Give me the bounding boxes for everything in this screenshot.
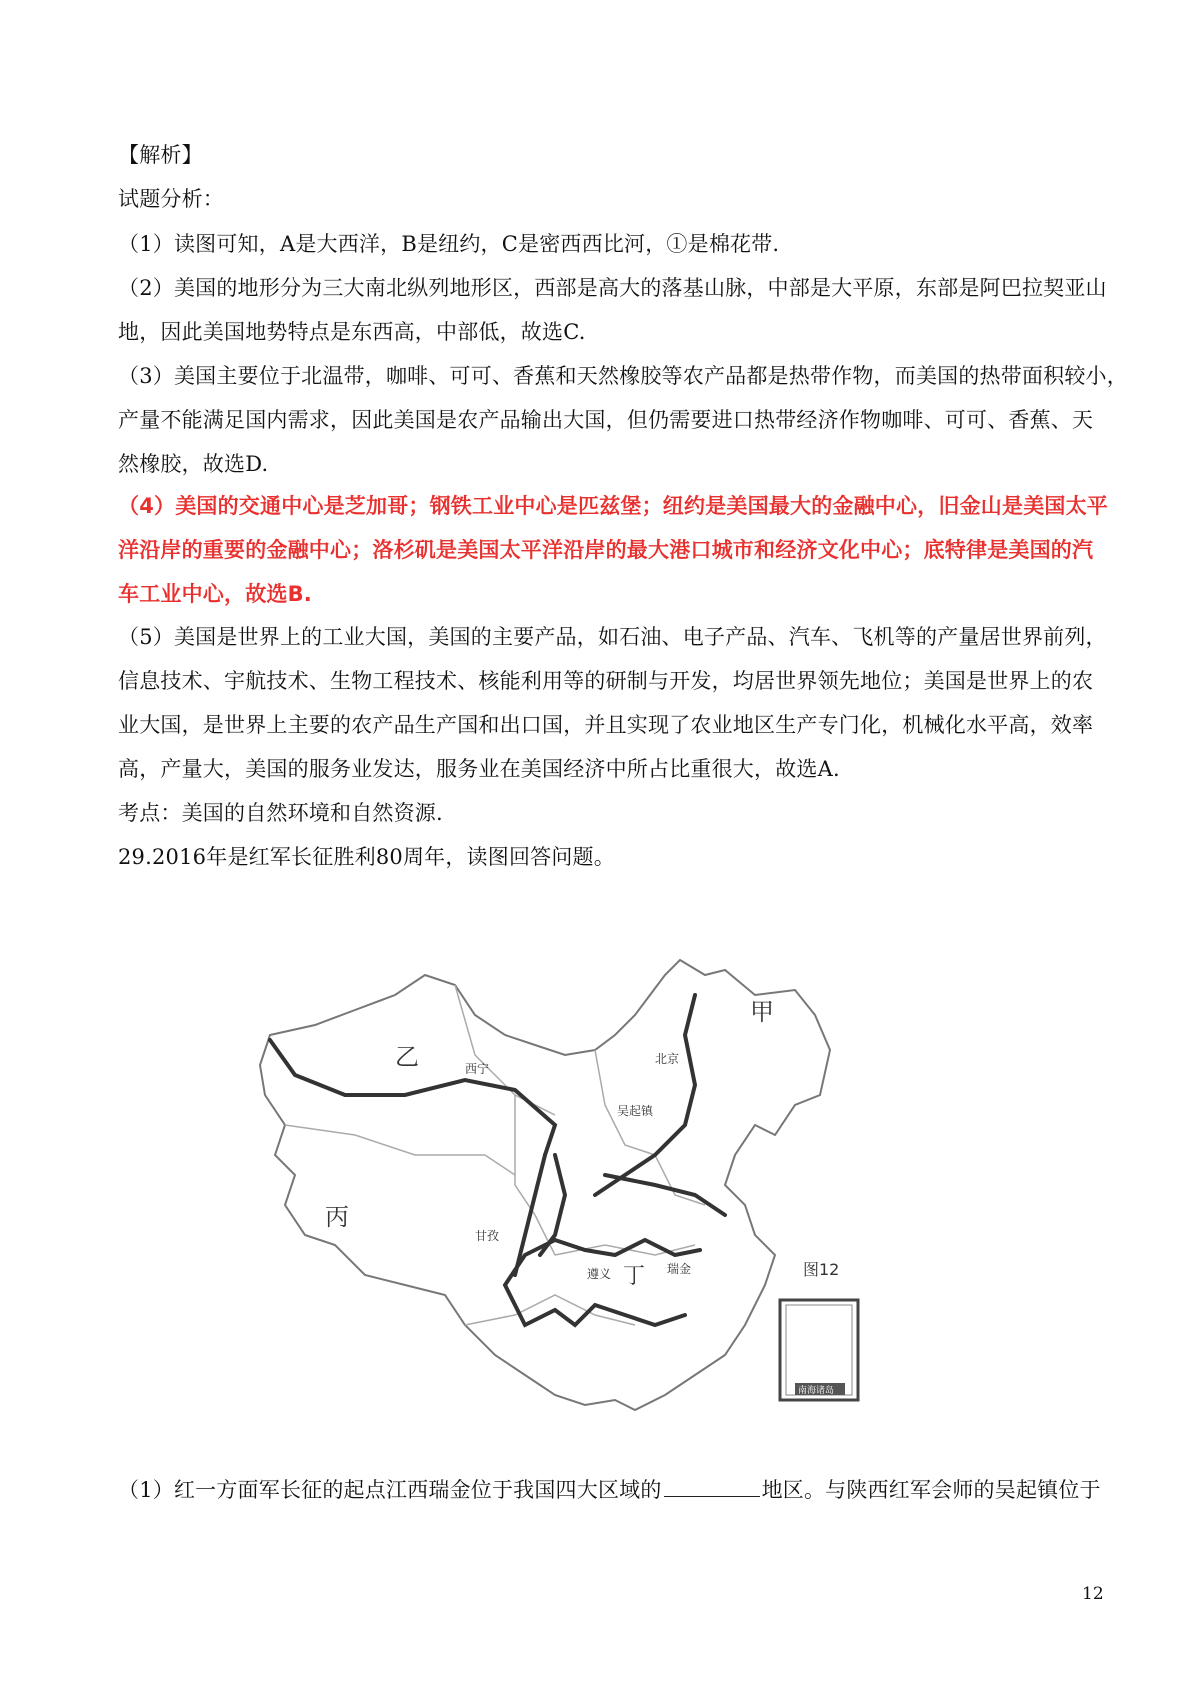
analysis-line-6: 然橡胶，故选D. — [118, 452, 269, 476]
route-south — [505, 1240, 700, 1325]
analysis-red-line-1: （4）美国的交通中心是芝加哥；钢铁工业中心是匹兹堡；纽约是美国最大的金融中心，旧金山是美国太平 — [118, 494, 1109, 518]
answer-blank[interactable] — [664, 1478, 760, 1497]
label-wuqi: 吴起镇 — [617, 1104, 654, 1118]
label-ding: 丁 — [623, 1264, 646, 1289]
label-jia: 甲 — [750, 998, 774, 1026]
question-sub1 — [118, 1478, 1101, 1502]
page-number: 12 — [1082, 1584, 1104, 1604]
analysis-heading: 【解析】 — [118, 143, 203, 167]
south-sea-inset — [780, 1300, 858, 1400]
label-yi: 乙 — [395, 1043, 419, 1071]
analysis-line-5: 产量不能满足国内需求，因此美国是农产品输出大国，但仍需要进口热带经济作物咖啡、可可、香蕉、天 — [118, 408, 1094, 432]
analysis-red-line-2: 洋沿岸的重要的金融中心；洛杉矶是美国太平洋沿岸的最大港口城市和经济文化中心；底特律是美国的汽 — [118, 538, 1094, 562]
analysis-line-7: （5）美国是世界上的工业大国，美国的主要产品，如石油、电子产品、汽车、飞机等的产量居世界前列， — [118, 625, 1107, 649]
analysis-line-9: 业大国，是世界上主要的农产品生产国和出口国，并且实现了农业地区生产专门化，机械化水平高，效率 — [118, 713, 1094, 737]
label-ganzi: 甘孜 — [475, 1229, 500, 1243]
long-march-map — [255, 955, 935, 1450]
analysis-line-10: 高，产量大，美国的服务业发达，服务业在美国经济中所占比重很大，故选A. — [118, 757, 840, 781]
label-ruijin: 瑞金 — [667, 1262, 692, 1276]
analysis-line-8: 信息技术、宇航技术、生物工程技术、核能利用等的研制与开发，均居世界领先地位；美国是世界上的农 — [118, 669, 1094, 693]
label-figure: 图12 — [803, 1260, 840, 1279]
china-outline — [260, 960, 830, 1410]
analysis-red-line-3: 车工业中心，故选B. — [118, 582, 312, 606]
label-xining: 西宁 — [465, 1062, 490, 1076]
analysis-line-3: 地，因此美国地势特点是东西高，中部低，故选C. — [118, 320, 586, 344]
analysis-intro: 试题分析： — [118, 187, 224, 211]
label-zunyi: 遵义 — [587, 1267, 612, 1281]
question-sub1-part2: 地区。与陕西红军会师的吴起镇位于 — [761, 1478, 1101, 1502]
question-sub1-part1: （1）红一方面军长征的起点江西瑞金位于我国四大区域的 — [118, 1478, 662, 1502]
analysis-line-1: （1）读图可知，A是大西洋，B是纽约，C是密西西比河，①是棉花带. — [118, 232, 780, 256]
label-inset: 南海诸岛 — [798, 1386, 835, 1396]
analysis-line-4: （3）美国主要位于北温带，咖啡、可可、香蕉和天然橡胶等农产品都是热带作物，而美国的热带面积较小， — [118, 364, 1128, 388]
kaodian-line: 考点：美国的自然环境和自然资源. — [118, 801, 443, 825]
analysis-line-2: （2）美国的地形分为三大南北纵列地形区，西部是高大的落基山脉，中部是大平原，东部是阿巴拉契亚山 — [118, 276, 1107, 300]
question-stem: 29.2016年是红军长征胜利80周年，读图回答问题。 — [118, 845, 615, 869]
label-bing: 丙 — [325, 1203, 349, 1231]
label-beijing: 北京 — [655, 1052, 680, 1066]
route-northeast — [595, 995, 695, 1195]
